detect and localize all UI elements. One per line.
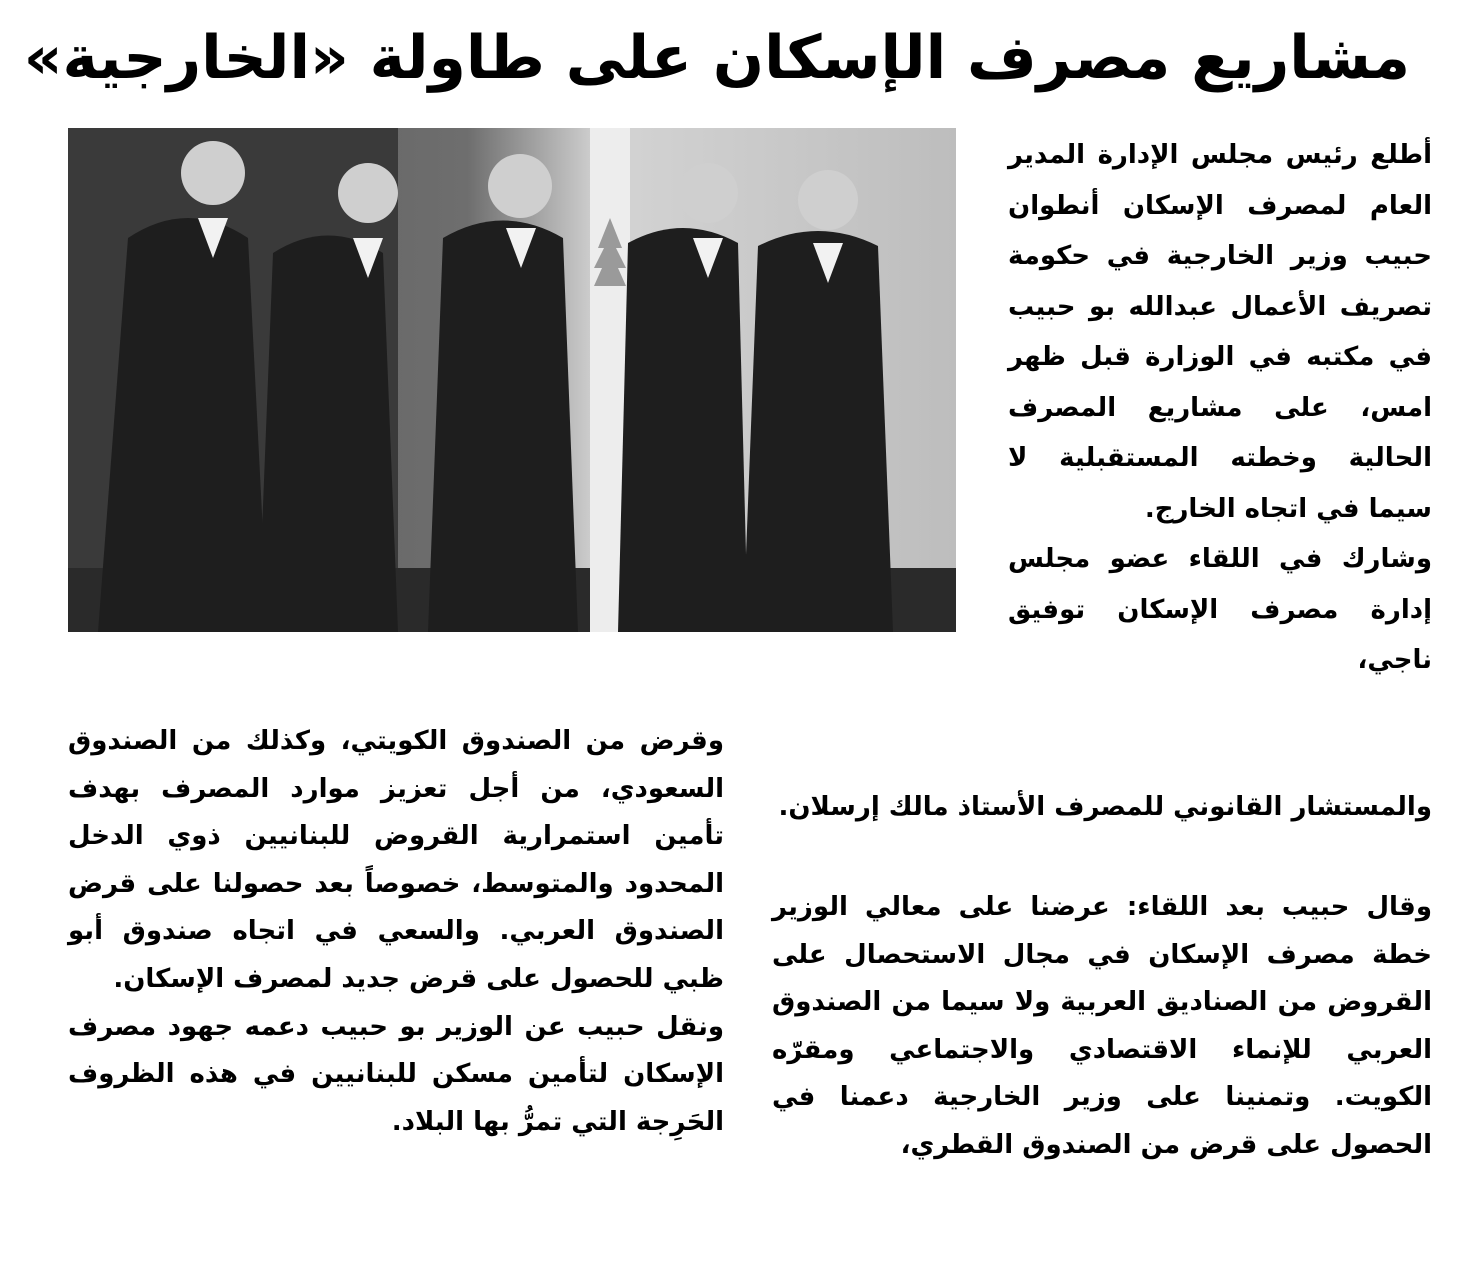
paragraph: والمستشار القانوني للمصرف الأستاذ مالك إرسلان.	[778, 792, 1432, 822]
paragraph: وقرض من الصندوق الكويتي، وكذلك من الصندوق السعودي، من أجل تعزيز موارد المصرف بهدف تأمين استمرارية القروض للبنانيين ذوي الدخل المحدود والمتوسط، خصوصاً بعد حصولنا على قرض الصندوق العربي. والسعي في اتجاه صندوق أبو ظبي للحصول على قرض جديد لمصرف الإسكان.	[68, 726, 724, 994]
right-column	[1008, 130, 1432, 686]
paragraph: وشارك في اللقاء عضو مجلس إدارة مصرف الإسكان توفيق ناجي،	[1008, 544, 1432, 675]
middle-column-top	[772, 782, 1432, 832]
left-column	[68, 718, 724, 1146]
middle-column	[772, 884, 1432, 1169]
article-headline: مشاريع مصرف الإسكان على طاولة «الخارجية»	[23, 23, 1410, 93]
paragraph: ونقل حبيب عن الوزير بو حبيب دعمه جهود مصرف الإسكان لتأمين مسكن للبنانيين في هذه الظروف الحَرِجة التي تمرُّ بها البلاد.	[68, 1011, 724, 1137]
paragraph: أطلع رئيس مجلس الإدارة المدير العام لمصرف الإسكان أنطوان حبيب وزير الخارجية في حكومة تصريف الأعمال عبدالله بو حبيب في مكتبه في الوزارة قبل ظهر امس، على مشاريع المصرف الحالية وخطته المستقبلية لا سيما في اتجاه الخارج.	[1008, 140, 1432, 524]
article-photo	[68, 128, 956, 632]
paragraph: وقال حبيب بعد اللقاء: عرضنا على معالي الوزير خطة مصرف الإسكان في مجال الاستحصال على القروض من الصناديق العربية ولا سيما من الصندوق العربي للإنماء الاقتصادي والاجتماعي ومقرّه الكويت. وتمنينا على وزير الخارجية دعمنا في الحصول على قرض من الصندوق القطري،	[772, 892, 1432, 1160]
photo-illustration	[68, 128, 956, 632]
